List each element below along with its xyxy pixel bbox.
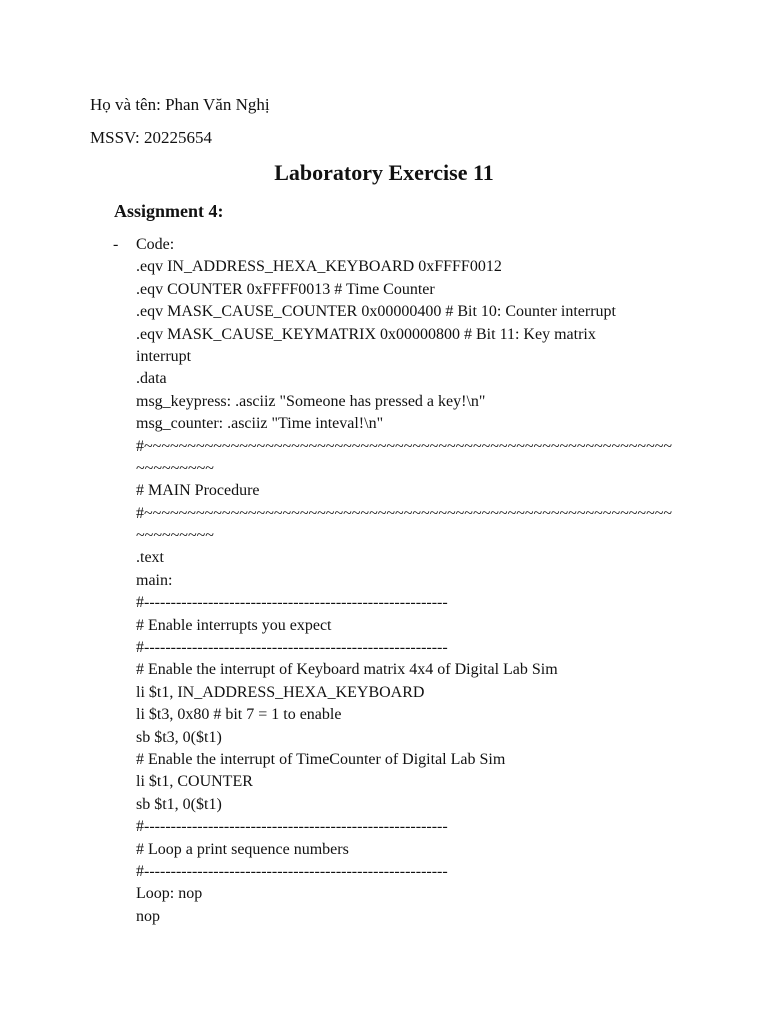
code-line: .eqv MASK_CAUSE_KEYMATRIX 0x00000800 # Bit 11: Key matrix: [136, 325, 596, 343]
code-line: sb $t1, 0($t1): [136, 795, 222, 813]
code-line: # MAIN Procedure: [136, 482, 260, 500]
code-line: .eqv COUNTER 0xFFFF0013 # Time Counter: [136, 280, 435, 298]
code-line: .text: [136, 549, 164, 567]
code-line: li $t1, COUNTER: [136, 773, 253, 791]
code-line: msg_keypress: .asciiz "Someone has pressed a key!\n": [136, 392, 486, 410]
page-title: Laboratory Exercise 11: [274, 160, 494, 185]
code-line: # Enable the interrupt of Keyboard matrix 4x4 of Digital Lab Sim: [136, 661, 558, 679]
code-line: # Enable the interrupt of TimeCounter of Digital Lab Sim: [136, 750, 506, 768]
code-line: li $t1, IN_ADDRESS_HEXA_KEYBOARD: [136, 683, 425, 701]
code-line: #---------------------------------------------------------: [136, 818, 448, 836]
bullet-marker: -: [113, 236, 119, 253]
code-line: sb $t3, 0($t1): [136, 728, 222, 746]
code-line: .eqv MASK_CAUSE_COUNTER 0x00000400 # Bit 10: Counter interrupt: [136, 303, 616, 321]
code-line: #---------------------------------------------------------: [136, 639, 448, 657]
code-line: #---------------------------------------------------------: [136, 862, 448, 880]
code-line: li $t3, 0x80 # bit 7 = 1 to enable: [136, 706, 342, 724]
code-line: main:: [136, 571, 173, 589]
assignment-heading: Assignment 4:: [114, 201, 224, 221]
code-line: nop: [136, 907, 160, 925]
code-line: .eqv IN_ADDRESS_HEXA_KEYBOARD 0xFFFF0012: [136, 258, 502, 276]
student-name: Họ và tên: Phan Văn Nghị: [90, 95, 270, 114]
code-line: #~~~~~~~~~~~~~~~~~~~~~~~~~~~~~~~~~~~~~~~~~~~~~~~~~~~~~~~~~~~~~: [136, 437, 673, 455]
code-line: Loop: nop: [136, 885, 203, 903]
code-line: interrupt: [136, 347, 192, 365]
code-line: # Enable interrupts you expect: [136, 616, 332, 634]
code-line: #---------------------------------------------------------: [136, 594, 448, 612]
student-id: MSSV: 20225654: [90, 128, 213, 147]
code-line: Code:: [136, 236, 175, 253]
code-line: msg_counter: .asciiz "Time inteval!\n": [136, 415, 384, 433]
code-block: [136, 234, 696, 928]
code-line: .data: [136, 370, 167, 388]
code-line: ~~~~~~~~~: [136, 459, 214, 477]
code-line: ~~~~~~~~~: [136, 527, 214, 545]
code-line: # Loop a print sequence numbers: [136, 840, 349, 858]
code-line: #~~~~~~~~~~~~~~~~~~~~~~~~~~~~~~~~~~~~~~~~~~~~~~~~~~~~~~~~~~~~~: [136, 504, 673, 522]
